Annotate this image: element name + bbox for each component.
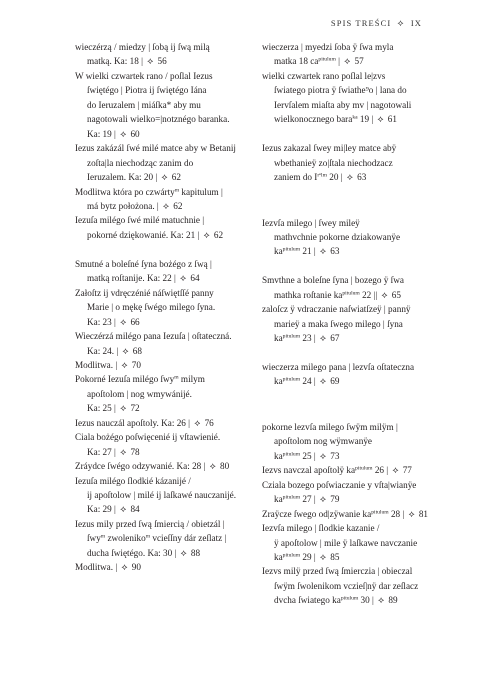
- toc-entry: [75, 40, 253, 69]
- toc-entry: [262, 302, 462, 345]
- toc-entry: [75, 257, 253, 286]
- toc-entry-line: wielki czwartek rano poſlal le|zvs: [262, 70, 386, 81]
- toc-entry: [75, 430, 253, 459]
- leaf-ornament-icon: ⟡: [120, 403, 127, 414]
- toc-entry-line: Iezuſa milégo ſlodkié kázanijé /: [75, 475, 191, 486]
- toc-entry-line: Modlitwa. | ⟡ 90: [75, 560, 253, 574]
- toc-entry-line: Zráydce ſwégo odzywanié. Ka: 28 | ⟡ 80: [75, 459, 253, 473]
- superscript-abbreviation: pitulum: [282, 451, 301, 458]
- toc-entry-line: do Ieruzalem | miáſka* aby mu: [87, 99, 201, 110]
- toc-entry: [262, 463, 462, 477]
- leaf-ornament-icon: ⟡: [161, 172, 168, 183]
- toc-entry: [262, 360, 462, 389]
- leaf-ornament-icon: ⟡: [377, 114, 384, 125]
- toc-entry: [75, 416, 253, 430]
- leaf-ornament-icon: ⟡: [121, 359, 128, 370]
- leaf-ornament-icon: ⟡: [381, 289, 388, 300]
- toc-entry-line: Iezus nauczál apoſtoly. Ka: 26 | ⟡ 76: [75, 416, 253, 430]
- leaf-ornament-icon: ⟡: [320, 494, 326, 505]
- toc-entry-line: nagotowali wielko=|notznégo baranka.: [87, 114, 230, 125]
- superscript-abbreviation: pitulum: [342, 290, 360, 297]
- toc-entry: [262, 40, 462, 69]
- entry-spacer: [262, 185, 462, 216]
- toc-entry-line: dvcha ſwiatego $ka^{pitulum}$ 30 | ⟡ 89: [262, 593, 462, 607]
- toc-entry-line: $ka^{pitulum}$ 27 | ⟡ 79: [262, 492, 462, 506]
- superscript-abbreviation: m: [145, 533, 151, 540]
- entry-spacer: [262, 346, 462, 360]
- toc-entry: [75, 286, 253, 329]
- toc-entry-line: Ka: 24. | ⟡ 68: [75, 344, 253, 358]
- toc-entry-line: ſwÿm ſwolenikom vczieſ|nÿ dar zeſlacz: [274, 580, 419, 591]
- toc-entry-line: wieczerza milego pana | lezvſa oſtateczna: [262, 362, 415, 373]
- toc-entry-line: $ka^{pitulum}$ 29 | ⟡ 85: [262, 550, 462, 564]
- leaf-ornament-icon: ⟡: [120, 446, 127, 457]
- toc-entry-line: mathka roſtanie $ka^{pitulum}$ 22 || ⟡ 65: [262, 288, 462, 302]
- toc-entry-line: wbethanieÿ zo|ſtala niechodzacz: [274, 157, 393, 168]
- toc-entry: [262, 216, 462, 259]
- toc-entry-line: Iezvs navczal apoſtolÿ $ka^{pitulum}$ 26 | ⟡ 77: [262, 463, 462, 477]
- leaf-ornament-icon: ⟡: [147, 56, 154, 67]
- superscript-abbreviation: ka: [352, 114, 358, 121]
- toc-entry-line: ducha ſwiętégo. Ka: 30 | ⟡ 88: [75, 546, 253, 560]
- toc-entry-line: ÿ apoſtolow | mile ÿ laſkawe navczanie: [274, 537, 418, 548]
- toc-entry-line: ſwy$^m$ zwoleniko$^m$ vcieſſny dár zeſlatz |: [87, 533, 227, 544]
- toc-entry-line: Ieruzalem. Ka: 20 | ⟡ 62: [75, 170, 253, 184]
- entry-spacer: [262, 127, 462, 141]
- leaf-ornament-icon: ⟡: [346, 172, 353, 183]
- leaf-ornament-icon: ⟡: [320, 246, 326, 257]
- toc-entry: [262, 564, 462, 607]
- toc-entry-line: Iezvs milÿ przed ſwą ſmierczia | obieczal: [262, 566, 413, 577]
- toc-entry-line: apoſtolom nog wÿmwanÿe: [274, 436, 372, 447]
- toc-entry-line: Iezuſa milégo ſwé milé matuchnie |: [75, 215, 205, 226]
- running-header: [331, 18, 422, 29]
- toc-entry-line: Ka: 23 | ⟡ 66: [75, 315, 253, 329]
- superscript-abbreviation: pitulum: [371, 509, 389, 516]
- toc-entry-line: Ka: 19 | ⟡ 60: [75, 127, 253, 141]
- leaf-ornament-icon: ⟡: [163, 200, 169, 211]
- leaf-ornament-icon: ⟡: [120, 504, 127, 515]
- toc-entry-line: Iezus mily przed ſwą ſmiercią / obietzál |: [75, 518, 225, 529]
- toc-entry-line: Iezus zakázál ſwé milé matce aby w Betanij: [75, 143, 236, 154]
- leaf-ornament-icon: ⟡: [194, 417, 201, 428]
- toc-entry-line: Iezus zakazal ſwey mi|ley matce abÿ: [262, 143, 397, 154]
- toc-entry: [75, 213, 253, 242]
- toc-entry-line: $ka^{pitulum}$ 25 | ⟡ 73: [262, 449, 462, 463]
- left-column-modernized-toc: [75, 40, 253, 575]
- toc-entry-line: Modlitwa. | ⟡ 70: [75, 358, 253, 372]
- toc-entry: [262, 420, 462, 463]
- toc-entry-line: Pokorné Iezuſa milégo ſwy$^m$ milym: [75, 374, 205, 385]
- toc-entry: [75, 358, 253, 372]
- toc-entry-line: zaloſcz ÿ vdraczanie naſwiatſzeÿ | pannÿ: [262, 304, 411, 315]
- leaf-ornament-icon: ⟡: [320, 376, 326, 387]
- header-title: SPIS TREŚCI: [330, 18, 392, 28]
- toc-entry-line: wieczerza | myedzi ſoba ÿ ſwa myla: [262, 42, 394, 52]
- toc-entry-line: pokorné dziękowanié. Ka: 21 | ⟡ 62: [75, 228, 253, 242]
- leaf-ornament-icon: ⟡: [378, 595, 385, 606]
- toc-entry-line: ſwiatego piotra ÿ ſwiathe⁹o | lana do: [274, 85, 407, 96]
- leaf-ornament-icon: ⟡: [120, 128, 127, 139]
- toc-entry: [75, 185, 253, 214]
- toc-entry-line: Ciala bożégo poſwięcenié ij vſtawienié.: [75, 432, 221, 443]
- toc-entry-line: Modlitwa która po czwárty$^m$ kapitulum |: [75, 186, 223, 197]
- toc-entry-line: Ka: 25 | ⟡ 72: [75, 401, 253, 415]
- superscript-abbreviation: pitulum: [318, 56, 336, 63]
- toc-entry-line: Ka: 29 | ⟡ 84: [75, 502, 253, 516]
- leaf-ornament-icon: ⟡: [180, 273, 187, 284]
- leaf-ornament-icon: ⟡: [320, 450, 326, 461]
- superscript-abbreviation: l: [321, 172, 323, 179]
- toc-entry-line: ij apoſtolow | milé ij laſkawé nauczanijé.: [87, 490, 237, 501]
- superscript-abbreviation: pitulum: [355, 465, 373, 472]
- superscript-abbreviation: m: [174, 374, 179, 381]
- toc-entry-line: $ka^{pitulum}$ 24 | ⟡ 69: [262, 374, 462, 388]
- toc-entry: [75, 69, 253, 141]
- toc-entry-line: matka 18 $ca^{pitulum}$ | ⟡ 57: [262, 54, 462, 68]
- leaf-ornament-icon: ⟡: [344, 56, 351, 67]
- leaf-ornament-icon: ⟡: [203, 229, 210, 240]
- leaf-ornament-icon: ⟡: [320, 333, 326, 344]
- toc-entry-line: wieczérzą / miedzy | ſobą ij ſwą milą: [75, 42, 210, 52]
- superscript-abbreviation: m: [322, 172, 327, 179]
- toc-entry-line: Smutné a boleſné ſyna bożégo z ſwą |: [75, 258, 212, 269]
- header-page-number: IX: [410, 18, 422, 28]
- toc-entry: [75, 459, 253, 473]
- leaf-ornament-icon: ⟡: [397, 18, 405, 28]
- entry-spacer: [262, 259, 462, 273]
- superscript-abbreviation: pitulum: [282, 333, 301, 340]
- toc-entry: [262, 507, 462, 521]
- superscript-abbreviation: pitulum: [282, 552, 301, 559]
- toc-entry: [262, 521, 462, 564]
- toc-entry: [262, 141, 462, 184]
- toc-entry: [75, 560, 253, 574]
- leaf-ornament-icon: ⟡: [209, 461, 216, 472]
- leaf-ornament-icon: ⟡: [320, 552, 326, 562]
- toc-entry-line: W wielki czwartek rano / poſlal Iezus: [75, 70, 213, 81]
- entry-spacer: [262, 389, 462, 420]
- leaf-ornament-icon: ⟡: [121, 562, 128, 573]
- superscript-abbreviation: pitulum: [282, 376, 301, 383]
- toc-entry-line: Iezvſa milego | ſwey mileÿ: [262, 217, 360, 228]
- leaf-ornament-icon: ⟡: [392, 465, 399, 476]
- toc-entry-line: matką. Ka: 18 | ⟡ 56: [75, 54, 253, 68]
- leaf-ornament-icon: ⟡: [408, 508, 415, 519]
- toc-entry-line: zaniem do $I^{r^nlm}$ 20 | ⟡ 63: [262, 170, 462, 184]
- toc-entry-line: marieÿ a maka ſwego milego | ſyna: [274, 318, 403, 329]
- toc-entry-line: ſwiętégo | Piotra ij ſwiętégo Iána: [87, 85, 207, 96]
- toc-entry: [262, 273, 462, 302]
- toc-entry: [75, 329, 253, 358]
- leaf-ornament-icon: ⟡: [122, 345, 129, 356]
- toc-entry-line: mathvchnie pokorne dziakowanÿe: [274, 231, 401, 242]
- toc-entry-line: Cziala bozego poſwiaczanie y vſta|wianÿe: [262, 479, 417, 490]
- toc-entry-line: Smvthne a boleſne ſyna | bozego ÿ ſwa: [262, 275, 404, 286]
- right-column-original-toc: [262, 40, 462, 608]
- toc-entry: [75, 141, 253, 184]
- toc-entry-line: Zraÿcze ſwego od|zÿwanie $ka^{pitulum}$ 28 | ⟡ 81: [262, 507, 462, 521]
- superscript-abbreviation: m: [100, 533, 106, 540]
- toc-entry: [262, 69, 462, 127]
- toc-entry-line: pokorne lezvſa milego ſwÿm milÿm |: [262, 421, 398, 432]
- leaf-ornament-icon: ⟡: [180, 547, 187, 558]
- toc-entry-line: Iezvſa milego | ſlodkie kazanie /: [262, 523, 380, 534]
- toc-entry-line: Marie | o mękę ſwégo milego ſyna.: [87, 302, 216, 313]
- superscript-abbreviation: m: [174, 187, 180, 194]
- toc-entry-line: zoſta|la niechodząc zanim do: [87, 157, 194, 168]
- toc-entry: [75, 474, 253, 517]
- toc-entry-line: má bytz położona. | ⟡ 62: [75, 199, 253, 213]
- toc-entry-line: $ka^{pitulum}$ 21 | ⟡ 63: [262, 244, 462, 258]
- superscript-abbreviation: pitulum: [282, 494, 301, 501]
- superscript-abbreviation: ⁿ: [319, 172, 322, 179]
- toc-entry-line: $ka^{pitulum}$ 23 | ⟡ 67: [262, 331, 462, 345]
- toc-entry-line: wielkonocznego bara$^{ka}$ 19 | ⟡ 61: [262, 112, 462, 126]
- superscript-abbreviation: pitulum: [340, 595, 359, 602]
- toc-entry-line: Załoſtz ij vdręczénié náſwiętſſé panny: [75, 287, 214, 298]
- superscript-abbreviation: r: [317, 172, 320, 179]
- toc-entry: [75, 372, 253, 415]
- toc-entry: [262, 478, 462, 507]
- entry-spacer: [75, 242, 253, 256]
- toc-entry-line: Wieczérzá milégo pana Iezuſa | oſtateczná.: [75, 331, 232, 342]
- superscript-abbreviation: pitulum: [282, 246, 301, 253]
- toc-entry-line: matką roſtanije. Ka: 22 | ⟡ 64: [75, 271, 253, 285]
- toc-entry-line: apoſtolom | nog wmywánijé.: [87, 388, 192, 399]
- toc-entry: [75, 517, 253, 560]
- toc-entry-line: Iervſalem miaſta aby mv | nagotowali: [274, 99, 412, 110]
- toc-entry-line: Ka: 27 | ⟡ 78: [75, 445, 253, 459]
- leaf-ornament-icon: ⟡: [120, 316, 127, 327]
